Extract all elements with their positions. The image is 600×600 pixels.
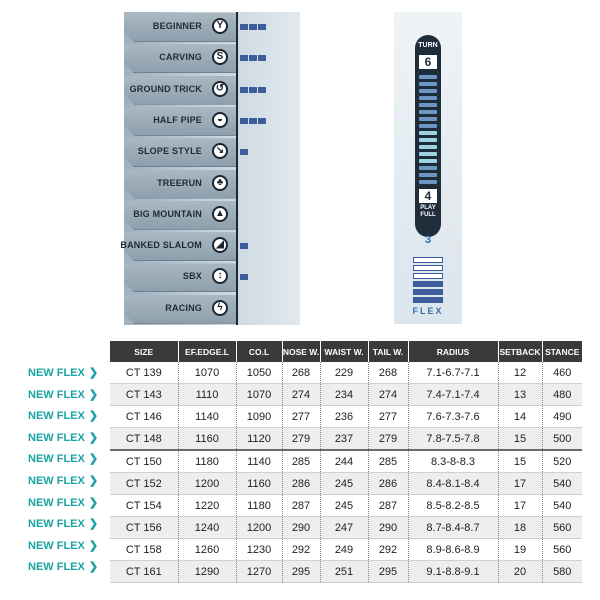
new-flex-tag: [28, 385, 108, 406]
table-cell: CT 150: [110, 450, 178, 473]
style-rating-bars: [240, 243, 248, 249]
flex-panel: [394, 12, 462, 324]
table-cell: 1270: [236, 561, 282, 583]
table-cell: 279: [368, 428, 408, 451]
new-flex-label: NEW FLEX: [28, 561, 85, 574]
table-cell: 290: [368, 517, 408, 539]
chevron-right-icon: ❯: [88, 539, 99, 552]
column-header: EF.EDGE.L: [178, 341, 236, 362]
new-flex-label: NEW FLEX: [28, 431, 85, 444]
table-cell: CT 148: [110, 428, 178, 451]
chevron-right-icon: ❯: [88, 410, 99, 423]
table-cell: CT 146: [110, 406, 178, 428]
table-cell: 7.1-6.7-7.1: [408, 362, 498, 384]
table-cell: 17: [498, 495, 542, 517]
table-cell: 1180: [236, 495, 282, 517]
chevron-right-icon: ❯: [88, 367, 99, 379]
style-row-carving: [124, 43, 236, 74]
table-cell: 234: [320, 384, 368, 406]
new-flex-tag: [28, 557, 108, 578]
style-row-ground-trick: [124, 75, 236, 106]
style-label: TREERUN: [157, 177, 202, 188]
column-header: TAIL W.: [368, 341, 408, 362]
turn-label: TURN: [418, 42, 438, 49]
table-cell: 1110: [178, 384, 236, 406]
style-label: HALF PIPE: [153, 114, 202, 125]
rating-bar: [240, 118, 248, 124]
rating-bar: [240, 243, 248, 249]
table-cell: CT 139: [110, 362, 178, 384]
style-label: BIG MOUNTAIN: [133, 208, 202, 219]
turn-play-segment: [419, 131, 437, 135]
table-row: [110, 362, 582, 384]
column-header: CO.L: [236, 341, 282, 362]
table-cell: 279: [282, 428, 320, 451]
table-cell: 12: [498, 362, 542, 384]
new-flex-label: NEW FLEX: [28, 410, 85, 423]
table-cell: 287: [282, 495, 320, 517]
table-cell: 500: [542, 428, 582, 451]
turn-play-segment: [419, 117, 437, 121]
new-flex-tag: [28, 493, 108, 514]
table-cell: 8.3-8-8.3: [408, 450, 498, 473]
table-cell: 1160: [178, 428, 236, 451]
big-mountain-icon: ▲: [212, 206, 228, 222]
table-cell: 7.6-7.3-7.6: [408, 406, 498, 428]
new-flex-tag: [28, 514, 108, 535]
flex-bar: [413, 281, 443, 287]
style-label: BANKED SLALOM: [120, 240, 202, 251]
table-cell: CT 158: [110, 539, 178, 561]
column-header: STANCE: [542, 341, 582, 362]
style-row-sbx: [124, 262, 236, 293]
table-cell: 1070: [236, 384, 282, 406]
flex-bar: [413, 289, 443, 295]
table-cell: 292: [368, 539, 408, 561]
turn-play-segment: [419, 166, 437, 170]
style-rating-bars: [240, 274, 248, 280]
flex-bar: [413, 297, 443, 303]
rating-bar: [240, 87, 248, 93]
table-cell: 247: [320, 517, 368, 539]
new-flex-label: NEW FLEX: [28, 539, 85, 552]
rating-bar: [258, 55, 266, 61]
table-cell: CT 154: [110, 495, 178, 517]
table-cell: 15: [498, 428, 542, 451]
table-cell: 245: [320, 495, 368, 517]
table-cell: 290: [282, 517, 320, 539]
style-rating-panel: [120, 12, 300, 325]
table-cell: 244: [320, 450, 368, 473]
flex-bar: [413, 273, 443, 279]
slope-style-icon: ↘: [212, 143, 228, 159]
style-label: RACING: [165, 302, 202, 313]
style-label: GROUND TRICK: [129, 83, 202, 94]
beginner-icon: Y: [212, 18, 228, 34]
style-rating-bars: [240, 87, 266, 93]
table-cell: 1240: [178, 517, 236, 539]
table-cell: 8.4-8.1-8.4: [408, 473, 498, 495]
style-label: CARVING: [159, 52, 202, 63]
turn-value: 6: [419, 55, 437, 69]
table-cell: 1220: [178, 495, 236, 517]
table-cell: CT 143: [110, 384, 178, 406]
table-cell: 560: [542, 517, 582, 539]
table-cell: 15: [498, 450, 542, 473]
table-cell: 540: [542, 473, 582, 495]
rating-bar: [240, 149, 248, 155]
turn-play-segment: [419, 96, 437, 100]
style-rating-bars: [240, 55, 266, 61]
table-cell: 8.5-8.2-8.5: [408, 495, 498, 517]
table-cell: 285: [368, 450, 408, 473]
table-cell: 490: [542, 406, 582, 428]
turn-play-segment: [419, 110, 437, 114]
new-flex-tag: [28, 406, 108, 427]
table-cell: 1120: [236, 428, 282, 451]
table-cell: 540: [542, 495, 582, 517]
table-cell: 268: [368, 362, 408, 384]
table-cell: 1140: [178, 406, 236, 428]
table-cell: 1260: [178, 539, 236, 561]
table-cell: 237: [320, 428, 368, 451]
style-label: SLOPE STYLE: [137, 146, 202, 157]
table-cell: 251: [320, 561, 368, 583]
rating-bar: [249, 55, 257, 61]
table-cell: 292: [282, 539, 320, 561]
chevron-right-icon: ❯: [88, 496, 99, 509]
new-flex-tag: [28, 363, 108, 384]
table-cell: 17: [498, 473, 542, 495]
table-cell: 1230: [236, 539, 282, 561]
chevron-right-icon: ❯: [88, 431, 99, 444]
table-cell: 295: [282, 561, 320, 583]
rating-bar: [240, 274, 248, 280]
table-cell: 14: [498, 406, 542, 428]
chevron-right-icon: ❯: [88, 475, 99, 487]
treerun-icon: ♣: [212, 175, 228, 191]
table-cell: 1050: [236, 362, 282, 384]
table-cell: 229: [320, 362, 368, 384]
turn-play-segment: [419, 152, 437, 156]
column-header: RADIUS: [408, 341, 498, 362]
new-flex-label: NEW FLEX: [28, 367, 85, 379]
carving-icon: S: [212, 49, 228, 65]
turn-play-segment: [419, 145, 437, 149]
table-cell: 8.9-8.6-8.9: [408, 539, 498, 561]
new-flex-label: NEW FLEX: [28, 518, 85, 531]
table-cell: 1290: [178, 561, 236, 583]
style-row-racing: [124, 294, 236, 325]
rating-bar: [258, 24, 266, 30]
chevron-right-icon: ❯: [88, 561, 99, 574]
table-row: [110, 384, 582, 406]
spec-table: [110, 341, 582, 583]
turn-play-segment: [419, 124, 437, 128]
table-cell: 7.8-7.5-7.8: [408, 428, 498, 451]
table-cell: 7.4-7.1-7.4: [408, 384, 498, 406]
rating-bar: [249, 118, 257, 124]
table-cell: 13: [498, 384, 542, 406]
table-cell: 249: [320, 539, 368, 561]
table-cell: 460: [542, 362, 582, 384]
rating-bar: [249, 24, 257, 30]
table-cell: 20: [498, 561, 542, 583]
column-header: NOSE W.: [282, 341, 320, 362]
table-cell: 268: [282, 362, 320, 384]
table-cell: 236: [320, 406, 368, 428]
table-cell: 286: [282, 473, 320, 495]
table-cell: 9.1-8.8-9.1: [408, 561, 498, 583]
turn-play-segment: [419, 138, 437, 142]
new-flex-label: NEW FLEX: [28, 388, 85, 401]
rating-bar: [240, 24, 248, 30]
chevron-right-icon: ❯: [88, 453, 99, 466]
table-cell: 1070: [178, 362, 236, 384]
table-cell: 245: [320, 473, 368, 495]
ground-trick-icon: ↺: [212, 81, 228, 97]
new-flex-label: NEW FLEX: [28, 453, 85, 466]
table-row: [110, 495, 582, 517]
play-label: [415, 205, 441, 219]
banked-slalom-icon: ◢: [212, 237, 228, 253]
racing-icon: ϟ: [212, 300, 228, 316]
new-flex-tag: [28, 536, 108, 557]
style-row-half-pipe: [124, 106, 236, 137]
table-cell: 1180: [178, 450, 236, 473]
table-cell: 277: [282, 406, 320, 428]
turn-play-segment: [419, 180, 437, 184]
table-cell: 274: [282, 384, 320, 406]
table-cell: CT 152: [110, 473, 178, 495]
table-cell: CT 161: [110, 561, 178, 583]
table-row: [110, 561, 582, 583]
style-row-banked-slalom: [120, 231, 236, 262]
turn-play-segment: [419, 82, 437, 86]
new-flex-tag: [28, 471, 108, 492]
table-row: [110, 428, 582, 451]
table-cell: 1200: [236, 517, 282, 539]
new-flex-label: NEW FLEX: [28, 496, 85, 509]
new-flex-tag: [28, 449, 108, 470]
sbx-icon: ↕: [212, 268, 228, 284]
rating-bar: [258, 87, 266, 93]
table-cell: 286: [368, 473, 408, 495]
new-flex-tag: [28, 428, 108, 449]
turn-play-segment: [419, 159, 437, 163]
table-cell: 287: [368, 495, 408, 517]
table-cell: 19: [498, 539, 542, 561]
table-cell: 480: [542, 384, 582, 406]
table-cell: 8.7-8.4-8.7: [408, 517, 498, 539]
table-cell: 1090: [236, 406, 282, 428]
style-rating-bars: [240, 149, 248, 155]
table-cell: CT 156: [110, 517, 178, 539]
table-row: [110, 473, 582, 495]
chevron-right-icon: ❯: [88, 518, 99, 531]
new-flex-label: NEW FLEX: [28, 475, 85, 487]
column-header: WAIST W.: [320, 341, 368, 362]
table-cell: 18: [498, 517, 542, 539]
style-row-big-mountain: [124, 200, 236, 231]
table-cell: 560: [542, 539, 582, 561]
table-row: [110, 539, 582, 561]
play-label-line2: FULL: [420, 212, 436, 218]
table-cell: 274: [368, 384, 408, 406]
turn-play-segment: [419, 103, 437, 107]
play-value: 4: [419, 189, 437, 203]
turn-play-segment: [419, 75, 437, 79]
table-cell: 580: [542, 561, 582, 583]
table-row: [110, 406, 582, 428]
rating-divider: [236, 12, 238, 325]
rating-bar: [258, 118, 266, 124]
flex-bar: [413, 257, 443, 263]
style-row-beginner: [124, 12, 236, 43]
table-cell: 1160: [236, 473, 282, 495]
flex-label: FLEX: [412, 306, 444, 316]
turn-play-segment: [419, 173, 437, 177]
style-rating-bars: [240, 118, 266, 124]
flex-value: 3: [424, 234, 432, 246]
table-row: [110, 517, 582, 539]
rating-bar: [249, 87, 257, 93]
table-cell: 277: [368, 406, 408, 428]
table-cell: 285: [282, 450, 320, 473]
half-pipe-icon: ◒: [212, 112, 228, 128]
column-header: SETBACK: [498, 341, 542, 362]
column-header: SIZE: [110, 341, 178, 362]
play-label-line1: PLAY: [420, 205, 436, 211]
table-cell: 295: [368, 561, 408, 583]
style-label: BEGINNER: [152, 21, 202, 31]
table-row: [110, 450, 582, 473]
turn-play-segment: [419, 89, 437, 93]
table-cell: 1140: [236, 450, 282, 473]
table-cell: 1200: [178, 473, 236, 495]
flex-bar: [413, 265, 443, 271]
rating-bar: [240, 55, 248, 61]
style-rating-bars: [240, 24, 266, 30]
table-cell: 520: [542, 450, 582, 473]
chevron-right-icon: ❯: [88, 388, 99, 401]
style-row-treerun: [124, 169, 236, 200]
spec-header-row: [110, 341, 582, 362]
style-row-slope-style: [124, 137, 236, 168]
style-label: SBX: [182, 271, 202, 282]
turn-play-scale: [415, 35, 441, 237]
